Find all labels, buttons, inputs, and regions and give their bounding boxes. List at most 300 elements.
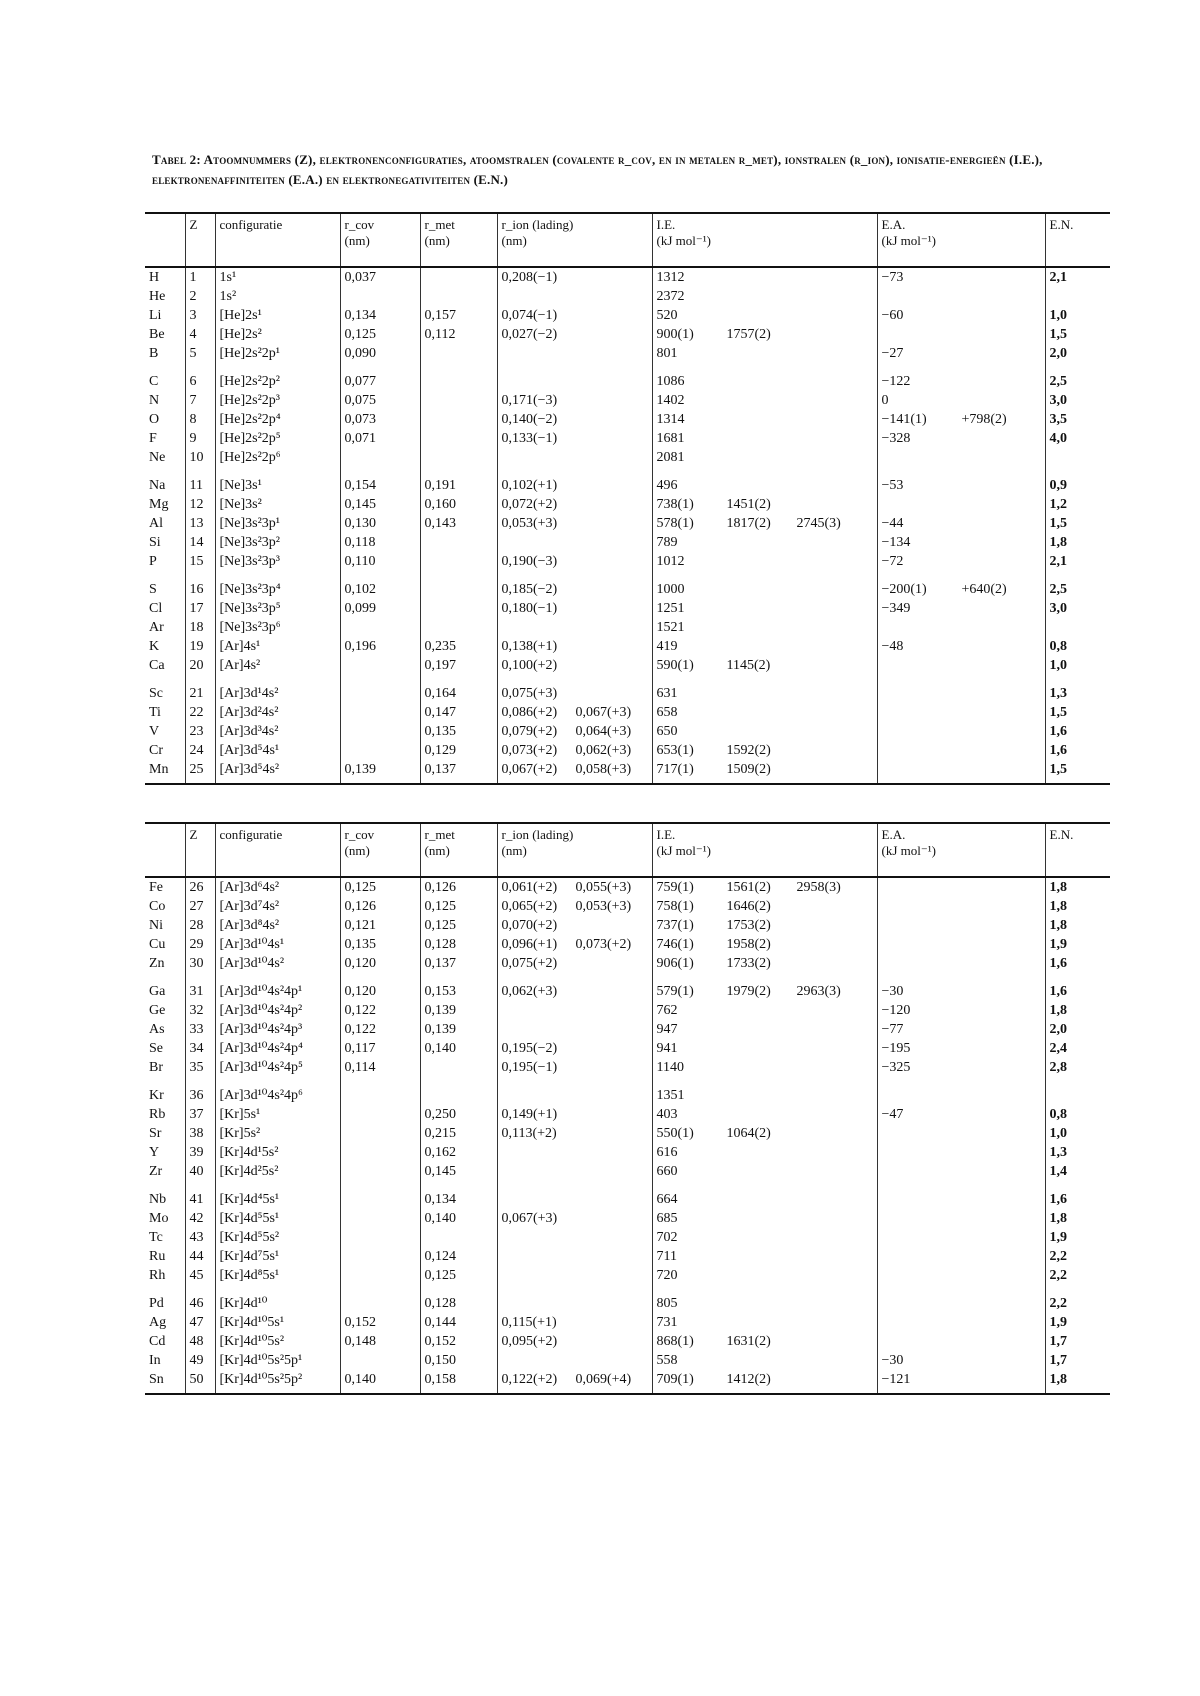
metallic-radius xyxy=(420,637,497,656)
electron-affinity-value: −27 xyxy=(881,346,904,361)
metallic-radius-value: 0,125 xyxy=(424,1268,456,1283)
electronegativity xyxy=(1045,514,1110,533)
electronegativity-value: 1,2 xyxy=(1049,497,1067,512)
metallic-radius xyxy=(420,741,497,760)
table-row xyxy=(145,1039,1110,1058)
ionic-radius-value: 0,113(+2) xyxy=(501,1126,557,1141)
element-symbol xyxy=(145,1332,185,1351)
electron-configuration xyxy=(215,1332,340,1351)
electronegativity xyxy=(1045,287,1110,306)
electron-affinity-value: −328 xyxy=(881,431,911,446)
electron-configuration-value: 1s² xyxy=(219,289,237,304)
ionization-energy xyxy=(652,656,877,675)
ionization-energy-value: 1412(2) xyxy=(726,1372,771,1387)
element-symbol-value: Br xyxy=(149,1060,163,1075)
electron-configuration xyxy=(215,1351,340,1370)
covalent-radius-value: 0,122 xyxy=(344,1003,376,1018)
atomic-number xyxy=(185,1228,215,1247)
electron-configuration-value: [Ar]4s¹ xyxy=(219,639,261,654)
atomic-number-value: 21 xyxy=(189,686,204,701)
ionic-radius-value: 0,079(+2) xyxy=(501,724,558,739)
element-symbol-value: Cd xyxy=(149,1334,166,1349)
header-rion: r_ion (lading) (nm) xyxy=(497,213,652,267)
element-symbol xyxy=(145,429,185,448)
covalent-radius xyxy=(340,637,420,656)
ionization-energy-value: 1733(2) xyxy=(726,956,771,971)
covalent-radius xyxy=(340,1351,420,1370)
ionization-energy xyxy=(652,1351,877,1370)
electronegativity-value: 2,5 xyxy=(1049,374,1067,389)
electronegativity-value: 3,5 xyxy=(1049,412,1067,427)
covalent-radius xyxy=(340,1247,420,1266)
electron-configuration-value: [Ar]3d⁷4s² xyxy=(219,899,280,914)
atomic-number xyxy=(185,287,215,306)
table-row xyxy=(145,448,1110,467)
element-symbol-value: Ge xyxy=(149,1003,166,1018)
atomic-number xyxy=(185,897,215,916)
ionic-radius-value: 0,067(+2) xyxy=(501,762,558,777)
electron-affinity xyxy=(877,448,1045,467)
ionization-energy-value: 2958(3) xyxy=(796,880,841,895)
covalent-radius xyxy=(340,760,420,784)
atomic-number-value: 12 xyxy=(189,497,204,512)
metallic-radius xyxy=(420,1001,497,1020)
covalent-radius-value: 0,118 xyxy=(344,535,376,550)
electronegativity-value: 1,8 xyxy=(1049,880,1067,895)
ionization-energy xyxy=(652,391,877,410)
electronegativity xyxy=(1045,552,1110,571)
element-symbol xyxy=(145,391,185,410)
atomic-number-value: 2 xyxy=(189,289,197,304)
ionization-energy-value: 1086 xyxy=(656,374,685,389)
electron-affinity xyxy=(877,1162,1045,1181)
electron-affinity xyxy=(877,1209,1045,1228)
ionization-energy xyxy=(652,1313,877,1332)
ionization-energy-value: 746(1) xyxy=(656,937,694,952)
electron-affinity-value: −121 xyxy=(881,1372,911,1387)
ionization-energy-value: 1521 xyxy=(656,620,685,635)
ionic-radius xyxy=(497,741,652,760)
metallic-radius-value: 0,144 xyxy=(424,1315,456,1330)
ionic-radius xyxy=(497,514,652,533)
electron-configuration-value: [Ne]3s²3p³ xyxy=(219,554,280,569)
ionic-radius xyxy=(497,675,652,703)
table-row xyxy=(145,656,1110,675)
ionization-energy xyxy=(652,1162,877,1181)
electron-configuration-value: [He]2s²2p² xyxy=(219,374,280,389)
ionization-energy-value: 2963(3) xyxy=(796,984,841,999)
electronegativity-value: 1,5 xyxy=(1049,705,1067,720)
ionic-radius xyxy=(497,363,652,391)
atomic-number xyxy=(185,916,215,935)
table-row xyxy=(145,391,1110,410)
ionization-energy xyxy=(652,410,877,429)
electronegativity-value: 2,2 xyxy=(1049,1249,1067,1264)
metallic-radius-value: 0,124 xyxy=(424,1249,456,1264)
electronegativity xyxy=(1045,1247,1110,1266)
metallic-radius-value: 0,137 xyxy=(424,956,456,971)
electron-configuration xyxy=(215,287,340,306)
atomic-number xyxy=(185,954,215,973)
element-symbol xyxy=(145,675,185,703)
atomic-number-value: 4 xyxy=(189,327,197,342)
table-row xyxy=(145,514,1110,533)
table-row xyxy=(145,552,1110,571)
atomic-number-value: 3 xyxy=(189,308,197,323)
electron-configuration-value: [Kr]4d¹5s² xyxy=(219,1145,279,1160)
ionization-energy xyxy=(652,1285,877,1313)
atomic-number xyxy=(185,1143,215,1162)
element-symbol-value: Cu xyxy=(149,937,166,952)
electron-affinity xyxy=(877,599,1045,618)
electron-affinity xyxy=(877,897,1045,916)
covalent-radius xyxy=(340,363,420,391)
element-symbol-value: Ga xyxy=(149,984,166,999)
ionization-energy-value: 717(1) xyxy=(656,762,694,777)
covalent-radius xyxy=(340,1332,420,1351)
electron-affinity-value: −77 xyxy=(881,1022,904,1037)
metallic-radius xyxy=(420,675,497,703)
atomic-number-value: 9 xyxy=(189,431,197,446)
electron-configuration xyxy=(215,877,340,897)
atomic-number-value: 16 xyxy=(189,582,204,597)
covalent-radius-value: 0,099 xyxy=(344,601,376,616)
ionization-energy xyxy=(652,467,877,495)
metallic-radius-value: 0,147 xyxy=(424,705,456,720)
covalent-radius-value: 0,125 xyxy=(344,327,376,342)
metallic-radius xyxy=(420,267,497,287)
ionic-radius xyxy=(497,1332,652,1351)
electron-affinity xyxy=(877,514,1045,533)
electronegativity-value: 0,9 xyxy=(1049,478,1067,493)
covalent-radius xyxy=(340,935,420,954)
electronegativity-value: 1,3 xyxy=(1049,686,1067,701)
metallic-radius xyxy=(420,1124,497,1143)
ionic-radius xyxy=(497,1181,652,1209)
atomic-number xyxy=(185,267,215,287)
electron-configuration xyxy=(215,448,340,467)
element-symbol-value: Tc xyxy=(149,1230,163,1245)
atomic-number-value: 49 xyxy=(189,1353,204,1368)
ionic-radius-value: 0,067(+3) xyxy=(501,1211,558,1226)
electron-configuration-value: [He]2s²2p⁶ xyxy=(219,450,281,465)
ionic-radius-value: 0,086(+2) xyxy=(501,705,558,720)
covalent-radius-value: 0,037 xyxy=(344,270,376,285)
atomic-number-value: 7 xyxy=(189,393,197,408)
atomic-number-value: 41 xyxy=(189,1192,204,1207)
atomic-number-value: 25 xyxy=(189,762,204,777)
electron-affinity xyxy=(877,1370,1045,1394)
element-symbol xyxy=(145,571,185,599)
element-symbol xyxy=(145,760,185,784)
atomic-number xyxy=(185,722,215,741)
metallic-radius-value: 0,191 xyxy=(424,478,456,493)
electron-affinity xyxy=(877,954,1045,973)
ionization-energy xyxy=(652,1181,877,1209)
electron-configuration xyxy=(215,514,340,533)
electron-configuration xyxy=(215,954,340,973)
metallic-radius xyxy=(420,1058,497,1077)
ionization-energy-value: 1631(2) xyxy=(726,1334,771,1349)
atomic-number-value: 23 xyxy=(189,724,204,739)
element-symbol xyxy=(145,741,185,760)
atomic-number-value: 37 xyxy=(189,1107,204,1122)
element-symbol xyxy=(145,973,185,1001)
ionization-energy xyxy=(652,877,877,897)
electron-configuration xyxy=(215,935,340,954)
electron-configuration-value: [Ar]3d⁶4s² xyxy=(219,880,280,895)
covalent-radius xyxy=(340,916,420,935)
metallic-radius-value: 0,250 xyxy=(424,1107,456,1122)
ionization-energy xyxy=(652,429,877,448)
ionic-radius xyxy=(497,1313,652,1332)
electron-configuration-value: [Ar]3d¹⁰4s²4p⁵ xyxy=(219,1060,303,1075)
ionization-energy xyxy=(652,552,877,571)
electronegativity xyxy=(1045,495,1110,514)
electronegativity-value: 2,8 xyxy=(1049,1060,1067,1075)
electronegativity-value: 1,0 xyxy=(1049,1126,1067,1141)
electron-affinity-value: −134 xyxy=(881,535,911,550)
ionic-radius-value: 0,185(−2) xyxy=(501,582,558,597)
element-symbol xyxy=(145,267,185,287)
electronegativity-value: 2,0 xyxy=(1049,346,1067,361)
electron-affinity xyxy=(877,571,1045,599)
atomic-number xyxy=(185,1266,215,1285)
metallic-radius xyxy=(420,410,497,429)
atomic-number-value: 28 xyxy=(189,918,204,933)
covalent-radius-value: 0,152 xyxy=(344,1315,376,1330)
element-symbol-value: As xyxy=(149,1022,165,1037)
electron-affinity-value: −195 xyxy=(881,1041,911,1056)
ionic-radius xyxy=(497,1020,652,1039)
ionic-radius xyxy=(497,1077,652,1105)
electronegativity xyxy=(1045,1162,1110,1181)
header-z: Z xyxy=(185,823,215,877)
electron-configuration-value: [Ar]3d⁸4s² xyxy=(219,918,280,933)
covalent-radius xyxy=(340,656,420,675)
metallic-radius xyxy=(420,344,497,363)
electron-affinity xyxy=(877,760,1045,784)
atomic-number-value: 40 xyxy=(189,1164,204,1179)
ionic-radius-value: 0,061(+2) xyxy=(501,880,558,895)
atomic-number-value: 38 xyxy=(189,1126,204,1141)
ionization-energy-value: 711 xyxy=(656,1249,677,1264)
ionic-radius xyxy=(497,1228,652,1247)
table-row xyxy=(145,1313,1110,1332)
ionic-radius-value: 0,096(+1) xyxy=(501,937,558,952)
electron-configuration xyxy=(215,1162,340,1181)
ionic-radius xyxy=(497,954,652,973)
electronegativity-value: 2,5 xyxy=(1049,582,1067,597)
electronegativity-value: 1,9 xyxy=(1049,1230,1067,1245)
electron-affinity xyxy=(877,722,1045,741)
ionic-radius-value: 0,058(+3) xyxy=(575,762,632,777)
electron-configuration-value: [Ar]3d¹⁰4s²4p⁶ xyxy=(219,1088,303,1103)
element-symbol-value: O xyxy=(149,412,160,427)
electron-configuration xyxy=(215,467,340,495)
electron-affinity xyxy=(877,1077,1045,1105)
electron-configuration xyxy=(215,1228,340,1247)
electronegativity xyxy=(1045,1332,1110,1351)
element-symbol-value: F xyxy=(149,431,157,446)
atomic-number xyxy=(185,656,215,675)
covalent-radius xyxy=(340,618,420,637)
electronegativity-value: 2,2 xyxy=(1049,1268,1067,1283)
ionization-energy-value: 702 xyxy=(656,1230,678,1245)
atomic-number xyxy=(185,514,215,533)
element-symbol-value: Al xyxy=(149,516,163,531)
electron-affinity-value: −47 xyxy=(881,1107,904,1122)
ionic-radius xyxy=(497,1001,652,1020)
electron-configuration xyxy=(215,741,340,760)
ionic-radius xyxy=(497,1039,652,1058)
ionic-radius xyxy=(497,1351,652,1370)
atomic-number xyxy=(185,935,215,954)
ionic-radius-value: 0,190(−3) xyxy=(501,554,558,569)
header-rion: r_ion (lading) (nm) xyxy=(497,823,652,877)
table-row xyxy=(145,897,1110,916)
electron-affinity-value: −120 xyxy=(881,1003,911,1018)
table-row xyxy=(145,1124,1110,1143)
ionization-energy-value: 947 xyxy=(656,1022,678,1037)
metallic-radius-value: 0,129 xyxy=(424,743,456,758)
ionization-energy-value: 403 xyxy=(656,1107,678,1122)
ionization-energy-value: 578(1) xyxy=(656,516,694,531)
ionic-radius xyxy=(497,287,652,306)
table-caption: Tabel 2: Atoomnummers (Z), elektronenconfiguraties, atoomstralen (covalente r_cov, en in metalen r_met), ionstralen (r_ion), ionisatie-energieën (I.E.), elektronenaffiniteiten (E.A.) en elektronegativiteiten (E.N.) xyxy=(152,152,1043,187)
metallic-radius-value: 0,125 xyxy=(424,899,456,914)
electronegativity-value: 1,8 xyxy=(1049,899,1067,914)
element-symbol xyxy=(145,1247,185,1266)
covalent-radius-value: 0,135 xyxy=(344,937,376,952)
electron-affinity-value: +640(2) xyxy=(961,582,1007,597)
electronegativity-value: 1,8 xyxy=(1049,1372,1067,1387)
covalent-radius xyxy=(340,571,420,599)
ionization-energy-value: 731 xyxy=(656,1315,678,1330)
electronegativity-value: 2,1 xyxy=(1049,270,1067,285)
covalent-radius-value: 0,130 xyxy=(344,516,376,531)
electronegativity-value: 1,5 xyxy=(1049,762,1067,777)
ionization-energy xyxy=(652,1209,877,1228)
metallic-radius-value: 0,143 xyxy=(424,516,456,531)
ionic-radius-value: 0,074(−1) xyxy=(501,308,558,323)
ionization-energy-value: 579(1) xyxy=(656,984,694,999)
ionic-radius xyxy=(497,1247,652,1266)
ionic-radius xyxy=(497,599,652,618)
table-row xyxy=(145,916,1110,935)
table-row xyxy=(145,722,1110,741)
electron-affinity-value: −48 xyxy=(881,639,904,654)
ionization-energy-value: 1451(2) xyxy=(726,497,771,512)
element-symbol-value: Se xyxy=(149,1041,163,1056)
element-symbol-value: B xyxy=(149,346,159,361)
metallic-radius xyxy=(420,916,497,935)
electron-affinity xyxy=(877,675,1045,703)
electron-affinity-value: −141(1) xyxy=(881,412,927,427)
ionization-energy-value: 660 xyxy=(656,1164,678,1179)
metallic-radius xyxy=(420,495,497,514)
ionization-energy xyxy=(652,760,877,784)
electron-configuration xyxy=(215,1285,340,1313)
electronegativity xyxy=(1045,1001,1110,1020)
covalent-radius xyxy=(340,306,420,325)
header-element xyxy=(145,213,185,267)
ionization-energy xyxy=(652,935,877,954)
electron-configuration xyxy=(215,1039,340,1058)
ionic-radius xyxy=(497,1209,652,1228)
atomic-number xyxy=(185,495,215,514)
ionic-radius-value: 0,095(+2) xyxy=(501,1334,558,1349)
metallic-radius-value: 0,125 xyxy=(424,918,456,933)
electron-configuration xyxy=(215,571,340,599)
element-symbol xyxy=(145,935,185,954)
element-symbol-value: Ne xyxy=(149,450,166,465)
electronegativity-value: 1,9 xyxy=(1049,937,1067,952)
ionization-energy xyxy=(652,897,877,916)
electronegativity xyxy=(1045,1124,1110,1143)
electron-affinity xyxy=(877,1039,1045,1058)
atomic-number xyxy=(185,618,215,637)
electron-configuration-value: [Ar]3d¹⁰4s² xyxy=(219,956,285,971)
table-row xyxy=(145,1266,1110,1285)
table-row xyxy=(145,467,1110,495)
covalent-radius xyxy=(340,448,420,467)
ionic-radius xyxy=(497,410,652,429)
element-symbol-value: Sn xyxy=(149,1372,164,1387)
covalent-radius-value: 0,140 xyxy=(344,1372,376,1387)
covalent-radius xyxy=(340,1124,420,1143)
metallic-radius-value: 0,164 xyxy=(424,686,456,701)
ionic-radius-value: 0,133(−1) xyxy=(501,431,558,446)
electron-configuration-value: [Ne]3s²3p⁴ xyxy=(219,582,281,597)
ionic-radius-value: 0,075(+2) xyxy=(501,956,558,971)
ionization-energy-value: 664 xyxy=(656,1192,678,1207)
metallic-radius xyxy=(420,760,497,784)
table-row xyxy=(145,877,1110,897)
metallic-radius xyxy=(420,877,497,897)
atomic-number xyxy=(185,1020,215,1039)
electronegativity-value: 0,8 xyxy=(1049,1107,1067,1122)
metallic-radius-value: 0,145 xyxy=(424,1164,456,1179)
electronegativity xyxy=(1045,1181,1110,1209)
electron-affinity xyxy=(877,1266,1045,1285)
electronegativity-value: 1,3 xyxy=(1049,1145,1067,1160)
table-body-2 xyxy=(145,877,1110,1394)
electronegativity-value: 1,7 xyxy=(1049,1353,1067,1368)
ionization-energy-value: 868(1) xyxy=(656,1334,694,1349)
covalent-radius-value: 0,110 xyxy=(344,554,376,569)
covalent-radius xyxy=(340,267,420,287)
atomic-number xyxy=(185,1039,215,1058)
electron-affinity xyxy=(877,1351,1045,1370)
covalent-radius xyxy=(340,877,420,897)
electronegativity-value: 3,0 xyxy=(1049,393,1067,408)
electron-affinity xyxy=(877,1143,1045,1162)
ionization-energy-value: 590(1) xyxy=(656,658,694,673)
element-symbol-value: Co xyxy=(149,899,166,914)
atomic-number-value: 11 xyxy=(189,478,203,493)
ionic-radius xyxy=(497,306,652,325)
ionization-energy-value: 550(1) xyxy=(656,1126,694,1141)
ionic-radius-value: 0,122(+2) xyxy=(501,1372,558,1387)
electron-affinity xyxy=(877,1001,1045,1020)
ionic-radius xyxy=(497,467,652,495)
ionic-radius-value: 0,072(+2) xyxy=(501,497,558,512)
atomic-number xyxy=(185,1058,215,1077)
electron-configuration-value: [Kr]4d¹⁰5s¹ xyxy=(219,1315,285,1330)
atomic-number xyxy=(185,344,215,363)
ionic-radius xyxy=(497,897,652,916)
